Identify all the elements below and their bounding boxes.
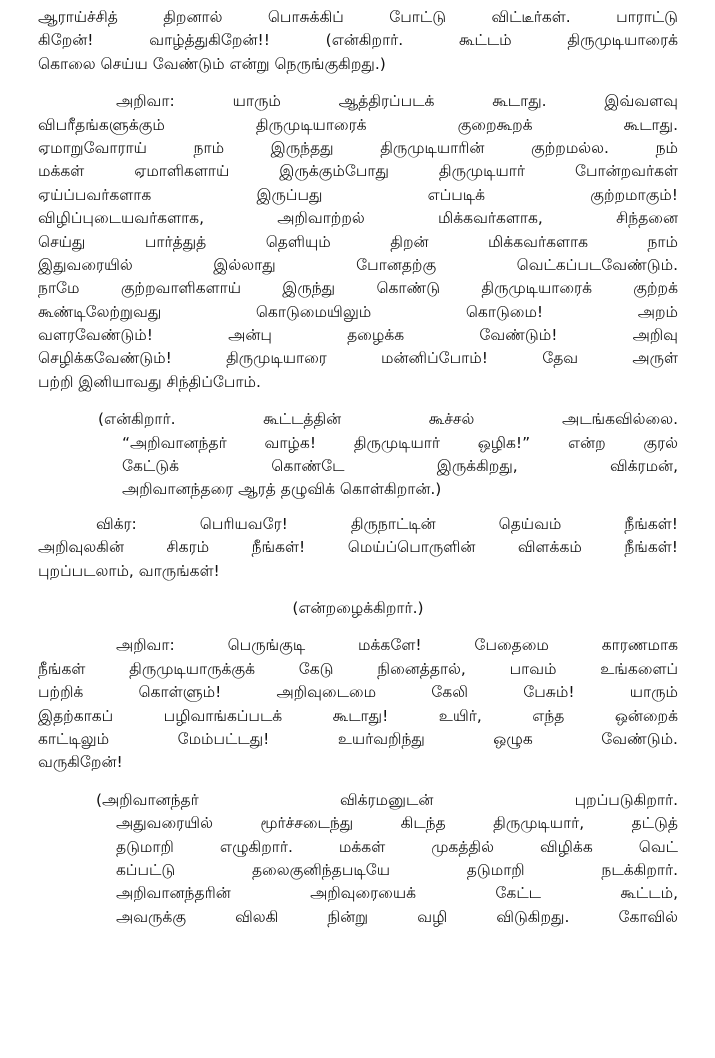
text-line: காட்டிலும் மேம்பட்டது! உயர்வறிந்து ஒழுக வேண்டும். (38, 729, 678, 748)
text-line: அறிவா: யாரும் ஆத்திரப்படக் கூடாது. இவ்வளவு (116, 92, 678, 111)
document-page (38, 6, 678, 929)
text-line: பற்றி இனியாவது சிந்திப்போம். (38, 372, 261, 391)
text-line: விழிப்புடையவர்களாக, அறிவாற்றல் மிக்கவர்களாக, சிந்தனை (38, 209, 678, 228)
text-line: மக்கள் ஏமாளிகளாய் இருக்கும்போது திருமுடியார் போன்றவர்கள் (38, 162, 678, 181)
text-line: அதுவரையில் மூர்ச்சடைந்து கிடந்த திருமுடியார், தட்டுத் (116, 814, 678, 833)
text-line: அறிவானந்தரை ஆரத் தழுவிக் கொள்கிறான்.) (122, 480, 442, 499)
text-line: அறிவா: பெருங்குடி மக்களே! பேதைமை காரணமாக (116, 636, 678, 655)
text-line: கேட்டுக் கொண்டே இருக்கிறது, விக்ரமன், (122, 457, 678, 476)
text-line: கூண்டிலேற்றுவது கொடுமையிலும் கொடுமை! அறம் (38, 302, 678, 321)
paragraph-stage-direction-1 (38, 408, 678, 502)
text-line: (என்கிறார். கூட்டத்தின் கூச்சல் அடங்கவில்லை. (98, 410, 678, 429)
text-line: அவருக்கு விலகி நின்று வழி விடுகிறது. கோவில் (116, 907, 678, 926)
text-line: (அறிவானந்தர் விக்ரமனுடன் புறப்படுகிறார். (96, 790, 678, 809)
paragraph-ariva-speech-2 (38, 634, 678, 774)
text-line: அறிவுலகின் சிகரம் நீங்கள்! மெய்ப்பொருளின் விளக்கம் நீங்கள்! (38, 538, 678, 557)
text-line: வளரவேண்டும்! அன்பு தழைக்க வேண்டும்! அறிவு (38, 326, 678, 345)
text-line: ஏமாறுவோராய் நாம் இருந்தது திருமுடியாரின் குற்றமல்ல. நம் (38, 138, 678, 157)
text-line: பற்றிக் கொள்ளும்! அறிவுடைமை கேலி பேசும்! யாரும் (38, 683, 678, 702)
paragraph-centered-stage (38, 597, 678, 620)
text-line: ஏய்ப்பவர்களாக இருப்பது எப்படிக் குற்றமாகும்! (38, 185, 678, 204)
text-line: புறப்படலாம், வாருங்கள்! (38, 561, 220, 580)
text-line: விக்ர: பெரியவரே! திருநாட்டின் தெய்வம் நீங்கள்! (96, 514, 678, 533)
text-line: ஆராய்ச்சித் திறனால் பொசுக்கிப் போட்டு விட்டீர்கள். பாராட்டு (38, 8, 678, 26)
text-line: கப்பட்டு தலைகுனிந்தபடியே தடுமாறி நடக்கிறார். (116, 860, 678, 879)
text-line: விபரீதங்களுக்கும் திருமுடியாரைக் குறைகூறக் கூடாது. (38, 115, 678, 134)
paragraph-vikra-speech (38, 513, 678, 583)
text-line: வருகிறேன்! (38, 753, 123, 772)
text-line: இதுவரையில் இல்லாது போனதற்கு வெட்கப்படவேண்டும். (38, 255, 678, 274)
text-line: செழிக்கவேண்டும்! திருமுடியாரை மன்னிப்போம்! தேவ அருள் (38, 349, 678, 368)
paragraph-stage-direction-2 (38, 789, 678, 929)
text-line: தடுமாறி எழுகிறார். மக்கள் முகத்தில் விழிக்க வெட் (116, 837, 678, 856)
text-line: செய்து பார்த்துத் தெளியும் திறன் மிக்கவர்களாக நாம் (38, 232, 678, 251)
paragraph-continuation (38, 6, 678, 76)
text-line: “அறிவானந்தர் வாழ்க! திருமுடியார் ஒழிக!” என்ற குரல் (122, 433, 678, 452)
text-line: நீங்கள் திருமுடியாருக்குக் கேடு நினைத்தால், பாவம் உங்களைப் (38, 659, 678, 678)
text-line: கொலை செய்ய வேண்டும் என்று நெருங்குகிறது.) (38, 54, 386, 73)
text-line: (என்றழைக்கிறார்.) (292, 598, 424, 617)
text-line: நாமே குற்றவாளிகளாய் இருந்து கொண்டு திருமுடியாரைக் குற்றக் (38, 279, 678, 298)
paragraph-ariva-speech-1 (38, 90, 678, 394)
text-line: அறிவானந்தரின் அறிவுரையைக் கேட்ட கூட்டம், (116, 884, 678, 903)
text-line: கிறேன்! வாழ்த்துகிறேன்!! (என்கிறார். கூட்டம் திருமுடியாரைக் (38, 31, 678, 50)
text-line: இதற்காகப் பழிவாங்கப்படக் கூடாது! உயிர், எந்த ஒன்றைக் (38, 706, 678, 725)
